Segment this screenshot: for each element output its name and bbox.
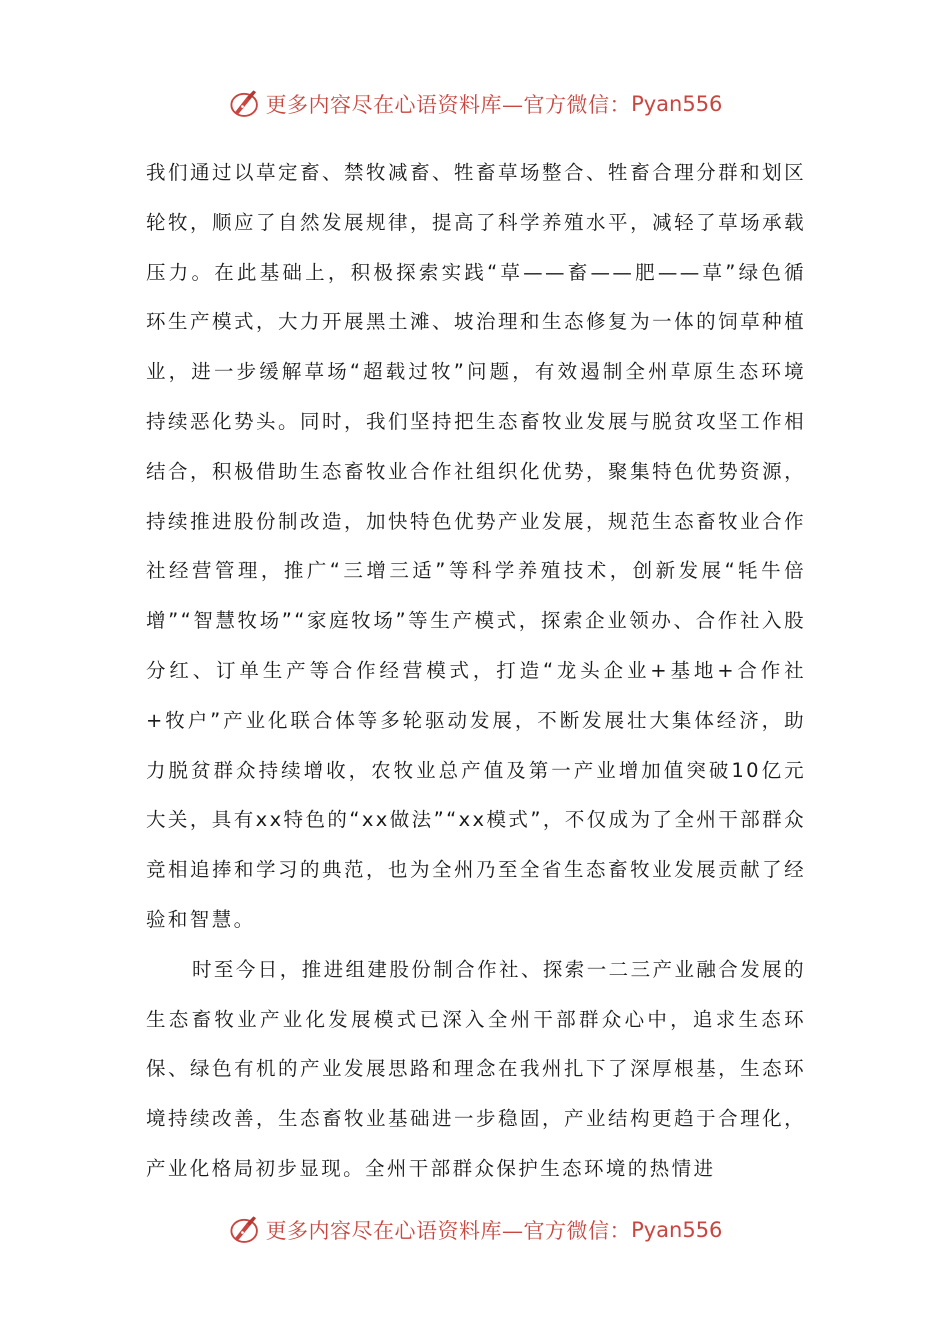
paragraph: 我们通过以草定畜、禁牧减畜、牲畜草场整合、牲畜合理分群和划区轮牧，顺应了自然发展规律，提高了科学养殖水平，减轻了草场承载压力。在此基础上，积极探索实践“草——畜——肥——草”绿色循环生产模式，大力开展黑土滩、坡治理和生态修复为一体的饲草种植业，进一步缓解草场“超载过牧”问题，有效遏制全州草原生态环境持续恶化势头。同时，我们坚持把生态畜牧业发展与脱贫攻坚工作相结合，积极借助生态畜牧业合作社组织化优势，聚集特色优势资源，持续推进股份制改造，加快特色优势产业发展，规范生态畜牧业合作社经营管理，推广“三增三适”等科学养殖技术，创新发展“牦牛倍增”“智慧牧场”“家庭牧场”等生产模式，探索企业领办、合作社入股分红、订单生产等合作经营模式，打造“龙头企业+基地+合作社+牧户”产业化联合体等多轮驱动发展，不断发展壮大集体经济，助力脱贫群众持续增收，农牧业总产值及第一产业增加值突破10亿元大关，具有xx特色的“xx做法”“xx模式”，不仅成为了全州干部群众竞相追捧和学习的典范，也为全州乃至全省生态畜牧业发展贡献了经验和智慧。 [146,161,806,931]
banner-handle: Pyan556 [631,1218,723,1242]
banner-text: 更多内容尽在心语资料库—官方微信： [265,1219,632,1243]
header-watermark-banner [0,84,950,124]
banner-handle: Pyan556 [631,92,723,116]
footer-watermark-banner [0,1210,950,1250]
pen-nib-logo-icon [228,1213,262,1247]
document-body [146,148,806,1194]
banner-text: 更多内容尽在心语资料库—官方微信： [265,93,632,117]
paragraph: 时至今日，推进组建股份制合作社、探索一二三产业融合发展的生态畜牧业产业化发展模式已深入全州干部群众心中，追求生态环保、绿色有机的产业发展思路和理念在我州扎下了深厚根基，生态环境持续改善，生态畜牧业基础进一步稳固，产业结构更趋于合理化，产业化格局初步显现。全州干部群众保护生态环境的热情进 [146,957,806,1180]
pen-nib-logo-icon [228,87,262,121]
